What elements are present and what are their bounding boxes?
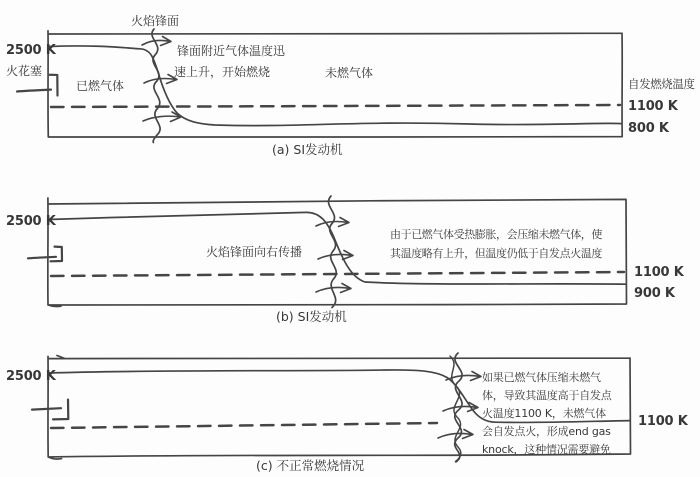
panel-a-burned-gas-label: 已燃气体 [76,79,125,93]
panel-b-note-line1: 由于已燃气体受热膨胀，会压缩未燃气体，使 [390,228,602,241]
panel-b-threshold-temp-label: 1100 K [634,265,684,280]
panel-a-note-line2: 速上升，开始燃烧 [174,65,271,79]
panel-c-temp-2500k-label: 2500 K [6,369,56,384]
panel-c-note-line2: 体，导致其温度高于自发点 [482,389,612,402]
panel-a-spark-plug-label: 火花塞 [6,64,43,78]
panel-c-arrow-middle [443,403,478,412]
panel-a-caption: (a) SI发动机 [272,142,343,157]
panel-a-end-temp-label: 800 K [628,121,669,136]
panel-a-note-line1: 锋面附近气体温度迅 [177,44,286,58]
panel-b-flame-front-line [329,196,337,308]
panel-a-temperature-curve [49,46,622,126]
panel-a-flame-front-label: 火焰锋面 [131,14,180,28]
panel-c-note-line1: 如果已燃气体压缩未燃气 [482,371,601,384]
panel-c-note-line5: knock，这种情况需要避免 [482,443,611,456]
panel-a-unburned-gas-label: 未燃气体 [325,66,374,80]
panel-a-box [48,31,622,137]
panel-c-threshold-temp-label: 1100 K [638,414,688,429]
panel-b-dashed-threshold-line [51,272,624,276]
panel-b-note-line2: 其温度略有上升，但温度仍低于自发点火温度 [390,247,602,260]
panel-a-flame-front-line [152,29,160,143]
panel-b-caption: (b) SI发动机 [276,309,347,324]
panel-c-caption: (c) 不正常燃烧情况 [256,458,365,473]
panel-b-flame-front-label: 火焰锋面向右传播 [206,245,303,259]
panel-b-arrow-middle [318,251,353,260]
panel-b-arrow-top [316,218,349,227]
panel-a-autoignition-label: 自发燃烧温度 [628,77,695,91]
panel-c-note-line4: 会自发点火，形成end gas [482,425,611,438]
panel-b-spark-plug [28,247,62,262]
panel-b-end-temp-label: 900 K [634,286,675,301]
panel-a-threshold-temp-label: 1100 K [628,99,678,114]
panel-c-dashed-threshold-line [51,423,437,428]
panel-a-dashed-threshold-line [51,105,620,107]
panel-b-temp-2500k-label: 2500 K [6,214,56,229]
panel-a-arrow-bottom [143,112,181,122]
panel-a-temp-2500k-label: 2500 K [6,43,56,58]
panel-c-spark-plug [32,400,68,420]
panel-c-note-line3: 火温度1100 K，未燃气体 [482,407,606,420]
